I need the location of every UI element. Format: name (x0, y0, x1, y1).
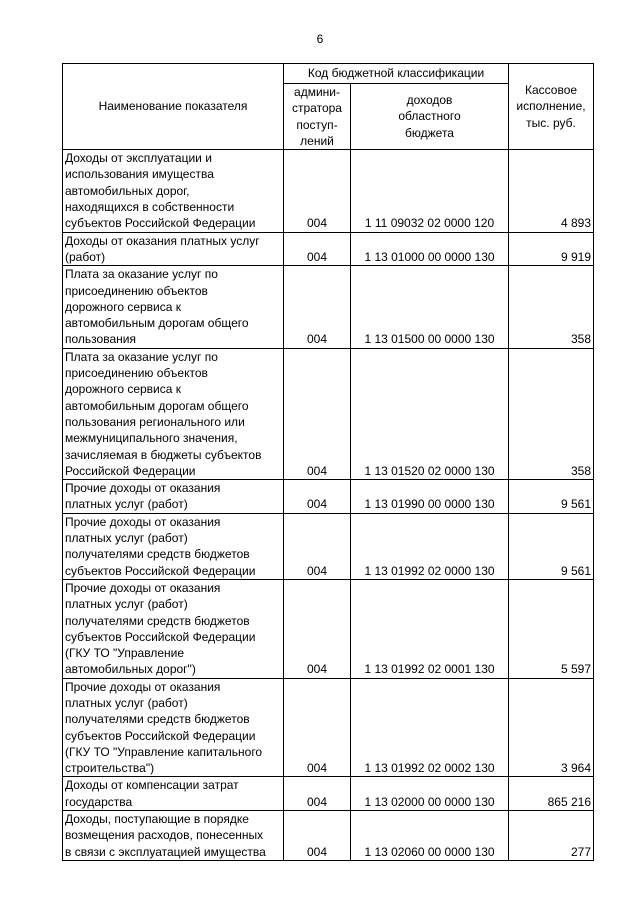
row-name-line: (ГКУ ТО "Управление (65, 646, 185, 661)
header-admin-col (284, 84, 351, 150)
row-name-line: Доходы от оказания платных услуг (65, 233, 260, 248)
header-income-line: областного (398, 109, 461, 124)
row-name (63, 811, 284, 861)
row-name-line: субъектов Российской Федерации (65, 629, 256, 644)
row-budget-code: 1 13 01992 02 0002 130 (351, 678, 509, 777)
row-budget-code: 1 11 09032 02 0000 120 (351, 150, 509, 232)
table-row (63, 579, 594, 678)
row-budget-code: 1 13 02000 00 0000 130 (351, 777, 509, 811)
row-name-line: получателями средств бюджетов (65, 613, 250, 628)
table-row (63, 678, 594, 777)
table-body (63, 150, 594, 861)
table-row (63, 811, 594, 861)
row-name-line: автомобильным дорогам общего (65, 398, 249, 413)
row-admin-code: 004 (284, 480, 351, 514)
row-budget-code: 1 13 02060 00 0000 130 (351, 811, 509, 861)
row-name (63, 348, 284, 479)
row-name-line: платных услуг (работ) (65, 695, 188, 710)
row-name-line: получателями средств бюджетов (65, 712, 250, 727)
row-name-line: Прочие доходы от оказания (65, 514, 221, 529)
row-name-line: дорожного сервиса к (65, 382, 182, 397)
header-code-group (284, 64, 509, 84)
row-name (63, 232, 284, 266)
row-name-line: Доходы от компенсации затрат (65, 778, 239, 793)
row-name-line: присоединению объектов (65, 283, 208, 298)
row-name-line: дорожного сервиса к (65, 299, 182, 314)
row-name-line: платных услуг (работ) (65, 531, 188, 546)
row-name-line: (ГКУ ТО "Управление капитального (65, 744, 263, 759)
row-name (63, 513, 284, 579)
table-row (63, 480, 594, 514)
row-budget-code: 1 13 01000 00 0000 130 (351, 232, 509, 266)
row-name (63, 579, 284, 678)
row-name-line: находящихся в собственности (65, 200, 235, 215)
row-admin-code: 004 (284, 811, 351, 861)
row-name-line: платных услуг (работ) (65, 497, 188, 512)
row-name-line: автомобильных дорог") (65, 662, 196, 677)
row-name-line: Прочие доходы от оказания (65, 679, 221, 694)
header-amount-line: исполнение, (516, 99, 586, 114)
header-name-col (63, 64, 284, 150)
row-name-line: (работ) (65, 249, 106, 264)
row-admin-code: 004 (284, 678, 351, 777)
row-name-line: Доходы от эксплуатации и (65, 151, 212, 166)
header-income-line: бюджета (405, 125, 454, 140)
table-header (63, 64, 594, 150)
row-name-line: пользования (65, 332, 136, 347)
header-admin-line: стратора (292, 101, 342, 116)
row-name-line: строительства") (65, 761, 155, 776)
row-name-line: субъектов Российской Федерации (65, 216, 256, 231)
row-budget-code: 1 13 01990 00 0000 130 (351, 480, 509, 514)
row-name-line: Доходы, поступающие в порядке (65, 812, 249, 827)
row-admin-code: 004 (284, 266, 351, 348)
row-name (63, 777, 284, 811)
row-budget-code: 1 13 01992 02 0001 130 (351, 579, 509, 678)
header-admin-line: лений (300, 133, 334, 148)
table-row (63, 266, 594, 348)
header-amount-line: Кассовое (524, 83, 578, 98)
row-budget-code: 1 13 01500 00 0000 130 (351, 266, 509, 348)
row-name-line: платных услуг (работ) (65, 597, 188, 612)
header-admin-line: поступ- (296, 117, 338, 132)
table-row (63, 513, 594, 579)
row-name-line: субъектов Российской Федерации (65, 728, 256, 743)
row-name-line: Плата за оказание услуг по (65, 267, 218, 282)
row-amount: 358 (509, 266, 594, 348)
row-budget-code: 1 13 01992 02 0000 130 (351, 513, 509, 579)
header-amount-line: тыс. руб. (526, 115, 576, 130)
row-amount: 5 597 (509, 579, 594, 678)
row-name-line: межмуниципального значения, (65, 431, 238, 446)
row-name (63, 480, 284, 514)
budget-table (62, 63, 594, 861)
row-name-line: Прочие доходы от оказания (65, 481, 221, 496)
row-amount: 3 964 (509, 678, 594, 777)
row-name-line: Плата за оказание услуг по (65, 349, 218, 364)
header-admin-line: админи- (294, 85, 340, 99)
row-amount: 358 (509, 348, 594, 479)
row-name (63, 678, 284, 777)
row-name-line: возмещения расходов, понесенных (65, 828, 264, 843)
table-row (63, 348, 594, 479)
header-income-line: доходов (406, 93, 453, 108)
row-amount: 9 919 (509, 232, 594, 266)
table-row (63, 232, 594, 266)
header-row-top (63, 64, 594, 84)
row-name-line: пользования регионального или (65, 414, 245, 429)
row-name-line: Российской Федерации (65, 463, 196, 478)
page-number: 6 (316, 32, 324, 46)
row-name-line: зачисляемая в бюджеты субъектов (65, 447, 262, 462)
row-name-line: присоединению объектов (65, 366, 208, 381)
header-name-label: Наименование показателя (98, 99, 248, 114)
row-amount: 865 216 (509, 777, 594, 811)
table-row (63, 150, 594, 232)
row-admin-code: 004 (284, 150, 351, 232)
row-name (63, 150, 284, 232)
header-amount-col (509, 64, 594, 150)
row-admin-code: 004 (284, 348, 351, 479)
row-name-line: получателями средств бюджетов (65, 547, 250, 562)
row-name-line: субъектов Российской Федерации (65, 563, 256, 578)
row-admin-code: 004 (284, 777, 351, 811)
row-amount: 9 561 (509, 513, 594, 579)
row-admin-code: 004 (284, 232, 351, 266)
row-amount: 9 561 (509, 480, 594, 514)
row-name (63, 266, 284, 348)
row-name-line: в связи с эксплуатацией имущества (65, 844, 266, 859)
row-budget-code: 1 13 01520 02 0000 130 (351, 348, 509, 479)
header-income-col (351, 84, 509, 150)
table-row (63, 777, 594, 811)
row-name-line: автомобильным дорогам общего (65, 316, 249, 331)
row-amount: 4 893 (509, 150, 594, 232)
row-name-line: Прочие доходы от оказания (65, 580, 221, 595)
row-name-line: автомобильных дорог, (65, 183, 190, 198)
row-name-line: государства (65, 794, 133, 809)
row-amount: 277 (509, 811, 594, 861)
header-code-group-label: Код бюджетной классификации (307, 66, 485, 81)
row-admin-code: 004 (284, 579, 351, 678)
row-admin-code: 004 (284, 513, 351, 579)
row-name-line: использования имущества (65, 167, 214, 182)
